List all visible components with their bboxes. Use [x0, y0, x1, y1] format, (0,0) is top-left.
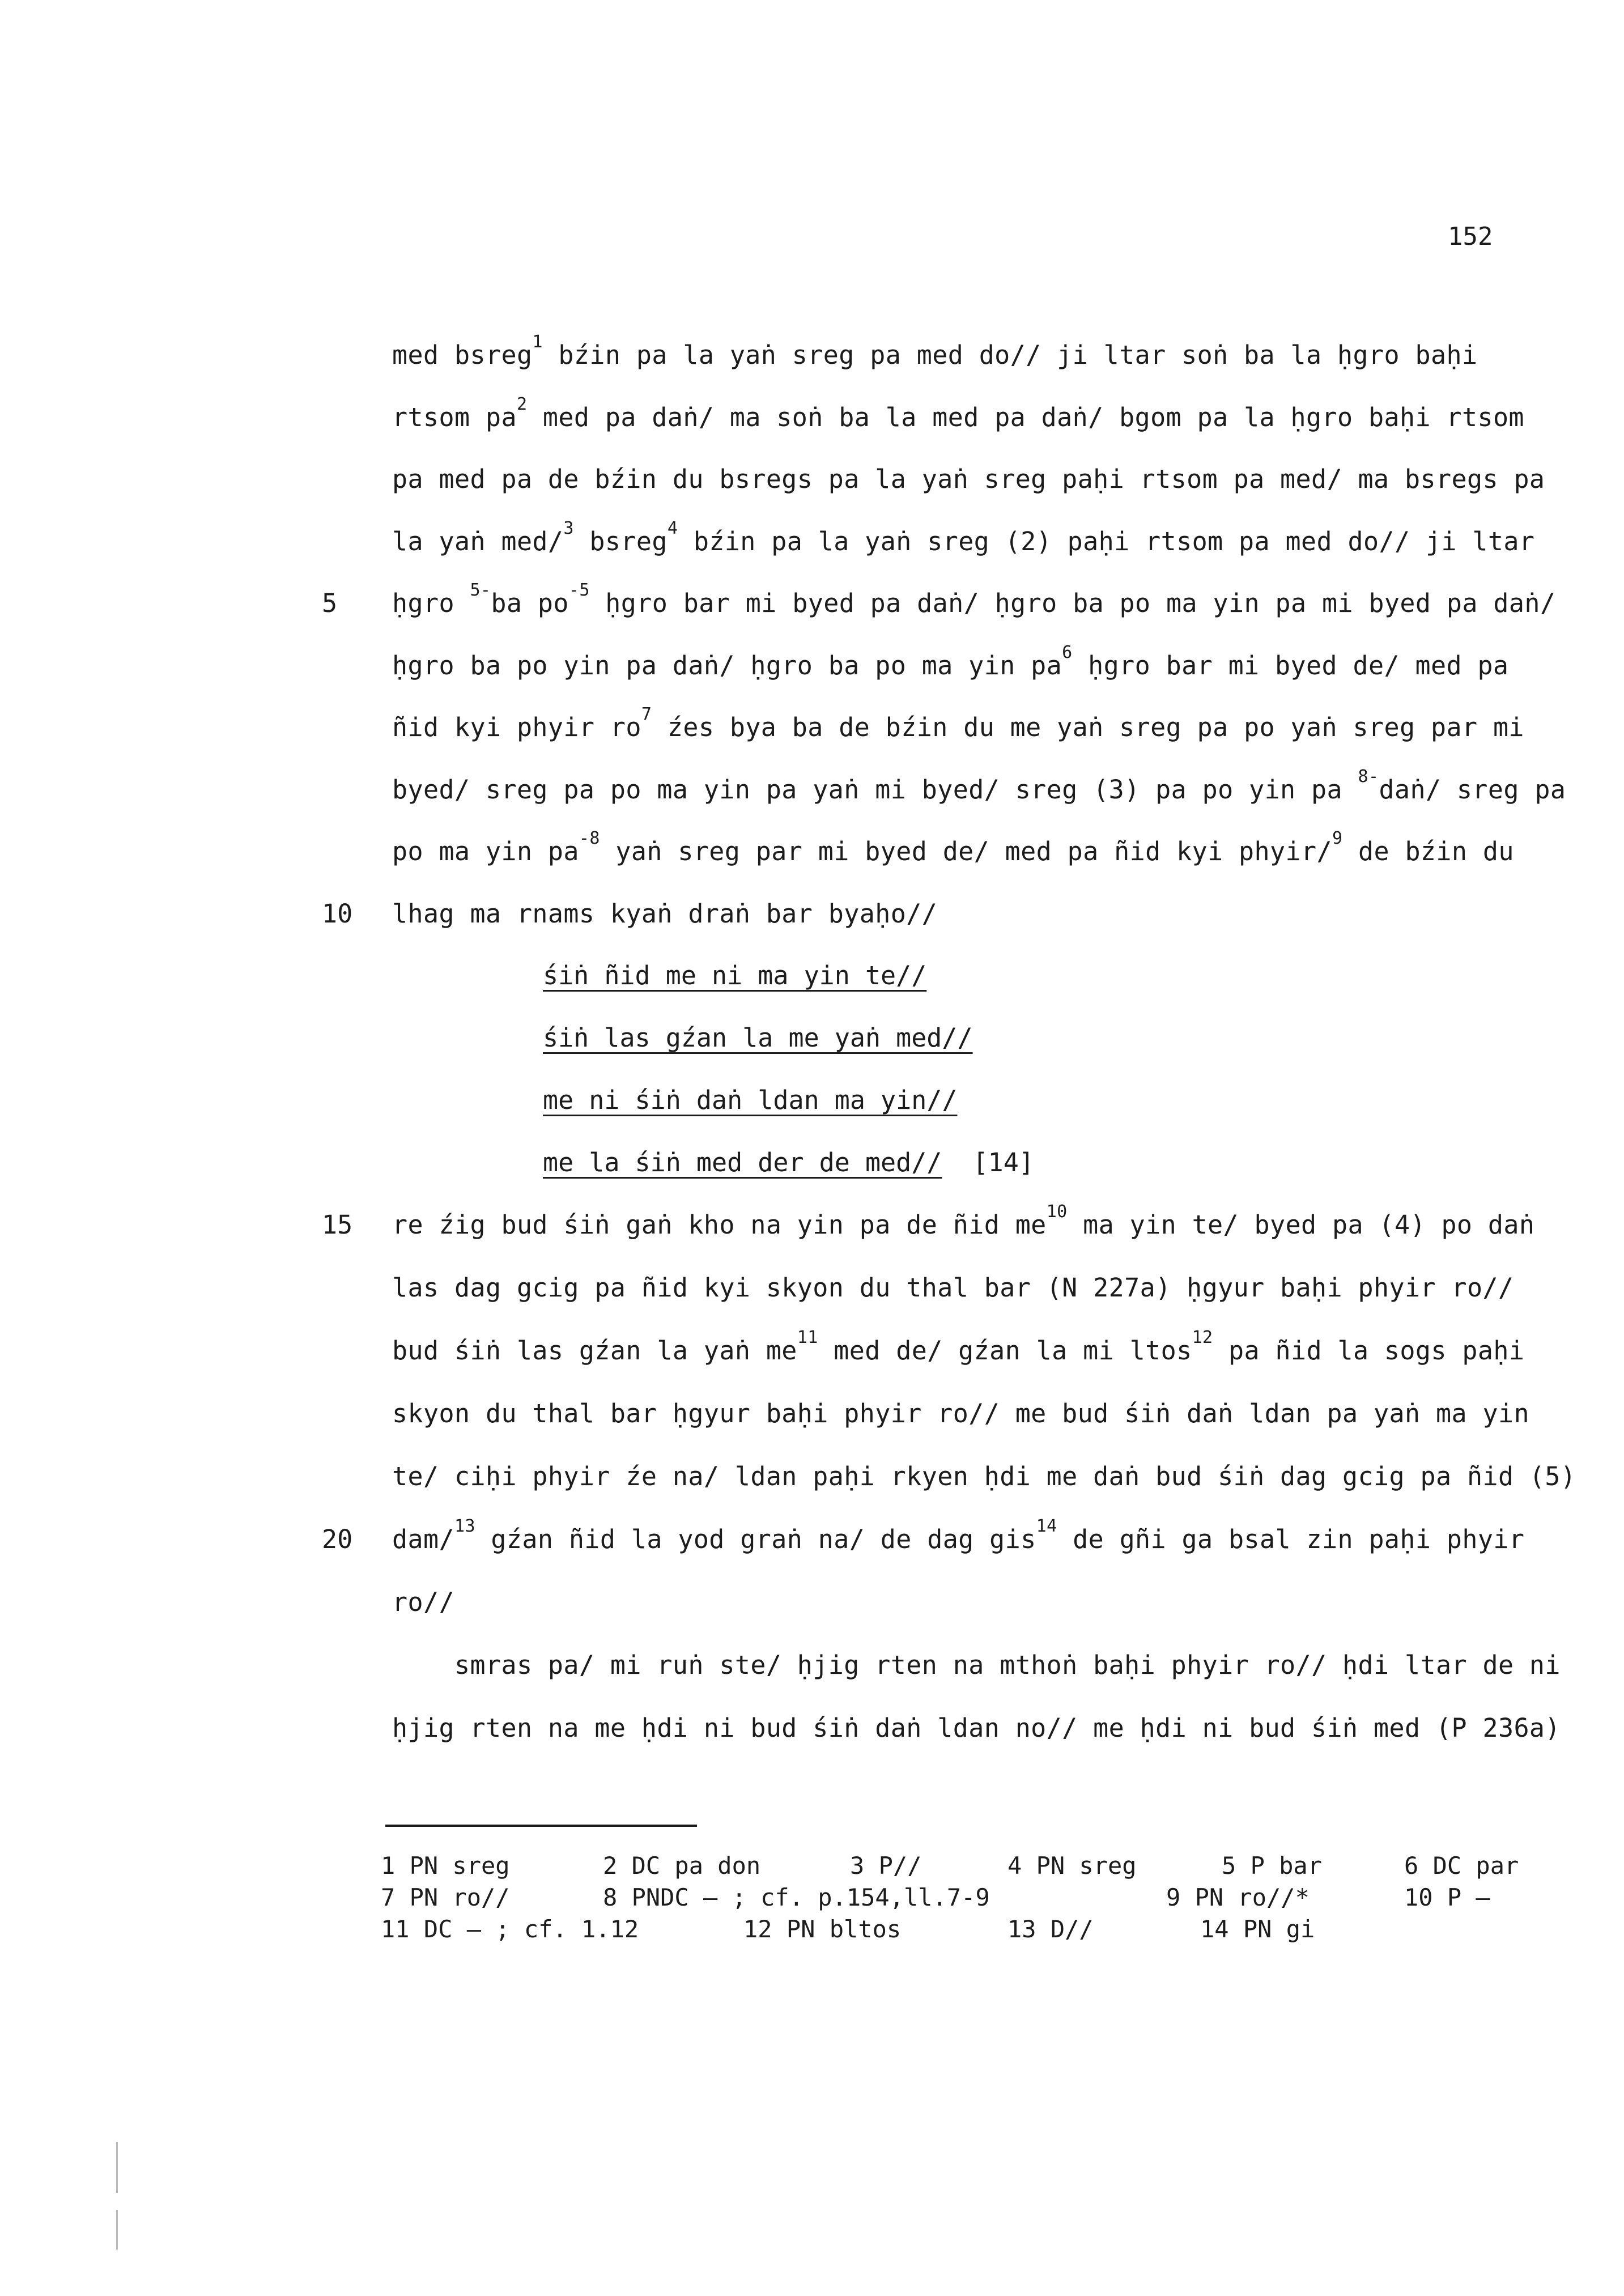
text-line: pa med pa de bźin du bsregs pa la yaṅ sreg paḥi rtsom pa med/ ma bsregs pa	[392, 464, 1545, 494]
verse-text: me ni śiṅ daṅ ldan ma yin//	[543, 1085, 958, 1115]
text-line: bud śiṅ las gźan la yaṅ $me^{11}$ med de/ gźan la mi ltos$^{12}$ pa ñid la sogs paḥi	[392, 1328, 1525, 1366]
footnote-row	[381, 1915, 1576, 1947]
text-line: med bsreg$^1$ bźin pa la yaṅ sreg pa med do// ji ltar soṅ ba la ḥgro baḥi	[392, 332, 1478, 370]
verse-line	[543, 1147, 1034, 1177]
footnote-marker: 8-	[1358, 766, 1379, 786]
footnote-marker: 6	[1062, 642, 1073, 662]
footnote-entry: 4 PN sreg	[1007, 1852, 1137, 1880]
text-line: ḥjig rten na me ḥdi ni bud śiṅ daṅ ldan no// me ḥdi ni bud śiṅ med (P 236a)	[392, 1713, 1561, 1743]
text-line: smras pa/ mi ruṅ ste/ ḥjig rten na mthoṅ baḥi phyir ro// ḥdi ltar de ni	[392, 1650, 1561, 1680]
footnote-marker: 12	[1192, 1328, 1213, 1347]
text-line: te/ ciḥi phyir źe na/ ldan paḥi rkyen ḥdi me daṅ bud śiṅ dag gcig pa ñid (5)	[392, 1461, 1576, 1491]
text-line: byed/ sreg pa po ma yin pa yaṅ mi byed/ sreg (3) pa po yin pa $^{8-}$daṅ/ sreg pa	[392, 766, 1566, 805]
footnote-entry: 11 DC — ; cf. 1.12	[381, 1915, 639, 1943]
line-number: 5	[322, 588, 338, 618]
footnote-marker: 4	[667, 518, 678, 538]
verse-text: me la śiṅ med der de med//	[543, 1147, 942, 1177]
text-line: ḥgro ba po yin pa daṅ/ ḥgro ba po ma yin $pa^6$ ḥgro bar mi byed de/ med pa	[392, 642, 1509, 681]
text-line: las dag gcig pa ñid kyi skyon du thal bar (N 227a) ḥgyur baḥi phyir ro//	[392, 1273, 1514, 1303]
text-line: po ma yin $pa^{-8}$ yaṅ sreg par mi byed de/ med pa ñid kyi phyir/$^9$ de bźin du	[392, 828, 1514, 866]
footnote-entry: 8 PNDC — ; cf. p.154,ll.7-9	[603, 1883, 990, 1911]
footnote-entry: 9 PN ro//*	[1166, 1883, 1310, 1911]
footnote-entry: 10 P —	[1404, 1883, 1490, 1911]
footnote-marker: -5	[568, 580, 590, 600]
margin-scan-mark	[116, 2210, 118, 2250]
text-line: dam/$^{13}$ gźan ñid la yod graṅ na/ de dag gis$^{14}$ de gñi ga bsal zin paḥi phyir	[392, 1516, 1525, 1554]
footnote-entry: 7 PN ro//	[381, 1883, 510, 1911]
footnote-entry: 2 DC pa don	[603, 1852, 761, 1880]
footnote-marker: -8	[579, 828, 600, 848]
footnote-entry: 1 PN sreg	[381, 1852, 510, 1880]
footnote-entry: 3 P//	[850, 1852, 922, 1880]
text-line: ḥgro $^{5-}$ba $po^{-5}$ ḥgro bar mi byed pa daṅ/ ḥgro ba po ma yin pa mi byed pa daṅ/	[392, 580, 1556, 618]
text-line: re źig bud śiṅ gaṅ kho na yin pa de ñid $me^{10}$ ma yin te/ byed pa (4) po daṅ	[392, 1202, 1535, 1240]
verse-number: [14]	[942, 1147, 1034, 1177]
footnote-entry: 12 PN bltos	[743, 1915, 902, 1943]
footnote-entry: 14 PN gi	[1200, 1915, 1315, 1943]
line-number: 20	[322, 1524, 353, 1554]
footnote-marker: 7	[641, 704, 652, 724]
verse-line	[543, 960, 926, 990]
footnote-entry: 6 DC par	[1404, 1852, 1519, 1880]
footnote-row	[381, 1883, 1576, 1915]
verse-line	[543, 1085, 958, 1115]
footnote-marker: 14	[1036, 1516, 1057, 1536]
line-number: 15	[322, 1210, 353, 1240]
line-number: 10	[322, 898, 353, 929]
verse-line	[543, 1023, 973, 1053]
text-line: skyon du thal bar ḥgyur baḥi phyir ro// me bud śiṅ daṅ ldan pa yaṅ ma yin	[392, 1398, 1529, 1428]
footnote-marker: 3	[563, 518, 574, 538]
margin-scan-mark	[116, 2142, 118, 2193]
footnote-rule	[385, 1825, 697, 1827]
footnote-marker: 9	[1332, 828, 1343, 848]
text-line: la yaṅ med/$^3$ bsreg$^4$ bźin pa la yaṅ sreg (2) paḥi rtsom pa med do// ji ltar	[392, 518, 1535, 556]
footnote-entry: 13 D//	[1007, 1915, 1094, 1943]
verse-text: śiṅ ñid me ni ma yin te//	[543, 960, 927, 990]
footnote-entry: 5 P bar	[1222, 1852, 1323, 1880]
footnote-marker: 10	[1046, 1202, 1068, 1222]
page-number: 152	[1448, 222, 1493, 251]
footnote-marker: 11	[797, 1328, 818, 1347]
footnote-row	[381, 1852, 1576, 1883]
text-line: ñid kyi phyir $ro^7$ źes bya ba de bźin du me yaṅ sreg pa po yaṅ sreg par mi	[392, 704, 1524, 742]
footnote-marker: 2	[516, 394, 528, 414]
footnote-marker: 5-	[470, 580, 491, 600]
footnote-marker: 13	[454, 1516, 475, 1536]
text-line: ro//	[392, 1587, 454, 1617]
text-line: lhag ma rnams kyaṅ draṅ bar byaḥo//	[392, 898, 938, 929]
verse-text: śiṅ las gźan la me yaṅ med//	[543, 1023, 973, 1053]
footnote-marker: 1	[532, 332, 543, 352]
text-line: rtsom $pa^2$ med pa daṅ/ ma soṅ ba la med pa daṅ/ bgom pa la ḥgro baḥi rtsom	[392, 394, 1524, 432]
